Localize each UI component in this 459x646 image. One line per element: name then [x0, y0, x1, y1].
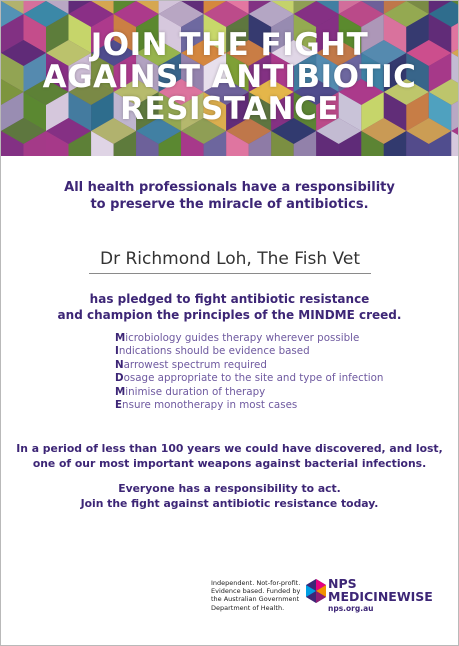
- mindme-item: [115, 359, 445, 372]
- pledge-line: has pledged to fight antibiotic resistance: [89, 292, 370, 306]
- mindme-letter: I: [115, 345, 119, 358]
- intro-line: All health professionals have a responsibility: [64, 180, 395, 195]
- period-line: In a period of less than 100 years we could have discovered, and lost,: [16, 442, 443, 455]
- mindme-text: inimise duration of therapy: [125, 385, 266, 398]
- funding-line: Evidence based. Funded by: [211, 587, 301, 596]
- mindme-letter: M: [115, 385, 126, 398]
- pledger-name: Dr Richmond Loh, The Fish Vet: [89, 249, 371, 274]
- nps-url: nps.org.au: [328, 604, 374, 613]
- nps-hexagon-icon: [305, 579, 327, 603]
- mindme-text: arrowest spectrum required: [123, 358, 267, 371]
- mindme-text: nsure monotherapy in most cases: [122, 399, 298, 412]
- call-to-action: [1, 481, 458, 511]
- nps-logo-line1: NPS: [328, 576, 357, 591]
- mindme-item: [115, 372, 445, 385]
- banner-title-line: AGAINST ANTIBIOTIC: [42, 59, 417, 95]
- period-line: one of our most important weapons against bacterial infections.: [32, 457, 427, 470]
- mindme-list: [115, 332, 445, 412]
- mindme-item: [115, 386, 445, 399]
- pledge-text: [1, 291, 458, 323]
- mindme-item: [115, 332, 445, 345]
- mindme-text: icrobiology guides therapy wherever possible: [125, 332, 360, 344]
- mindme-letter: E: [115, 399, 123, 412]
- intro-line: to preserve the miracle of antibiotics.: [90, 197, 369, 212]
- mindme-item: [115, 345, 445, 358]
- mindme-letter: M: [115, 332, 126, 344]
- funding-line: the Australian Government: [211, 595, 300, 604]
- hexagon-tile: [451, 131, 458, 156]
- call-to-action-line: Join the fight against antibiotic resistance today.: [80, 497, 379, 510]
- funding-line: Independent. Not-for-profit.: [211, 579, 301, 587]
- mindme-item: [115, 399, 445, 412]
- mindme-text: osage appropriate to the site and type of infection: [123, 372, 384, 385]
- call-to-action-line: Everyone has a responsibility to act.: [118, 482, 341, 495]
- banner-title: [1, 29, 458, 125]
- mindme-text: ndications should be evidence based: [118, 345, 310, 358]
- mindme-letter: N: [115, 358, 124, 371]
- mindme-letter: D: [115, 372, 124, 385]
- nps-logo-line2: MEDICINEWISE: [328, 589, 433, 604]
- intro-text: [1, 179, 458, 213]
- banner-title-line: RESISTANCE: [120, 91, 339, 127]
- hexagon-banner: [1, 1, 458, 156]
- pledge-line: and champion the principles of the MINDME creed.: [57, 308, 402, 322]
- banner-title-line: JOIN THE FIGHT: [90, 27, 369, 63]
- nps-logo-text: [328, 577, 433, 603]
- funding-statement: [211, 579, 301, 612]
- funding-line: Department of Health.: [211, 603, 285, 612]
- period-text: [1, 441, 458, 471]
